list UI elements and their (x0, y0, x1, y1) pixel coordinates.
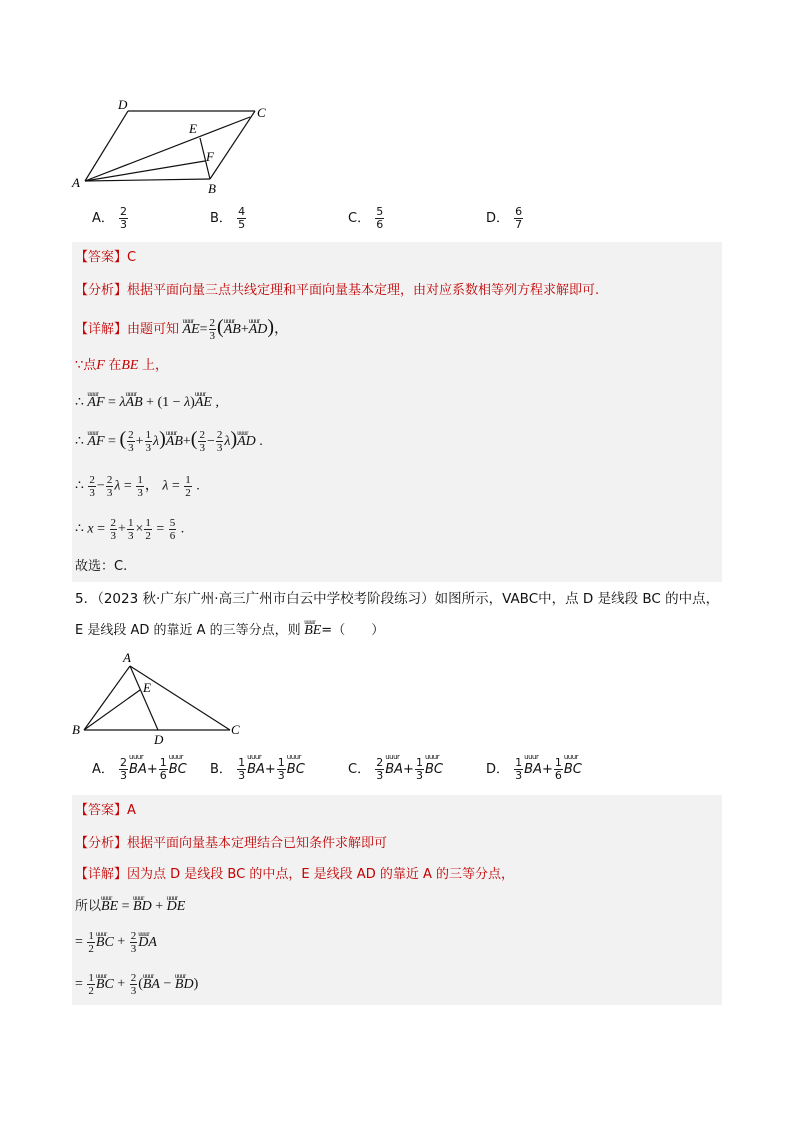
q5-option-d[interactable]: D． $\frac{1}{3}$ uuur BA+ $\frac{1}{6}$ uuur BC (486, 757, 582, 782)
q5-eq-line-2: = $\frac{1}{2}$ uuur BC + $\frac{2}{3}$ uuur DA (75, 930, 157, 955)
q5-eq-line-3: = $\frac{1}{2}$ uuur BC + $\frac{2}{3}$ (uuur BA − uuur BD) (75, 972, 198, 997)
vertex-label-a: A (72, 175, 80, 190)
vertex-label-b: B (72, 722, 80, 737)
q4-option-c[interactable]: C． $\frac{5}{6}$ (348, 205, 384, 231)
triangle-figure (70, 650, 250, 750)
q5-stem-line-2: E 是线段 AD 的靠近 A 的三等分点，则 uuur BE=（ ） (75, 620, 384, 642)
q4-option-a[interactable]: A． $\frac{2}{3}$ (92, 205, 128, 231)
q4-eq-line-4: ∴ x = $\frac{2}{3}$ + $\frac{1}{3}$ × $\frac{1}{2}$ = $\frac{5}{6}$ . (75, 517, 185, 542)
parallelogram-figure (70, 95, 280, 200)
vertex-label-a: A (123, 650, 131, 665)
fraction: $\frac{5}{6}$ (376, 205, 384, 231)
vertex-label-c: C (231, 722, 240, 737)
fraction: $\frac{2}{3}$ (120, 205, 128, 231)
vertex-label-c: C (257, 105, 266, 120)
vertex-label-e: E (143, 680, 151, 695)
q4-eq-line-1: ∴ uuur AF = λuuur AB + (1 − λ)uuur AE , (75, 392, 219, 414)
q4-eq-line-3: ∴ $\frac{2}{3}$ − $\frac{2}{3}$ λ = $\frac{1}{3}$ ， λ = $\frac{1}{2}$ . (75, 474, 200, 499)
q5-option-a[interactable]: A． $\frac{2}{3}$ uuur BA+ $\frac{1}{6}$ uuur BC (92, 757, 187, 782)
fraction: $\frac{6}{7}$ (515, 205, 523, 231)
q5-stem-line-1: 5．（2023 秋·广东广州·高三广州市白云中学校考阶段练习）如图所示，VABC中，点 D 是线段 BC 的中点， (75, 591, 720, 607)
vertex-label-d: D (154, 732, 164, 747)
q4-analysis-line: 【分析】根据平面向量三点共线定理和平面向量基本定理，由对应系数相等列方程求解即可. (75, 283, 600, 298)
q4-conclusion: 故选：C. (75, 559, 128, 574)
q5-analysis-line: 【分析】根据平面向量基本定理结合已知条件求解即可 (75, 836, 388, 851)
vertex-label-f: F (206, 149, 214, 164)
q4-detail-line: 【详解】由题可知 uuur AE= $\frac{2}{3}$ (uuur AB+uuur AD)， (75, 316, 288, 342)
q5-detail-line: 【详解】因为点 D 是线段 BC 的中点，E 是线段 AD 的靠近 A 的三等分点， (75, 867, 514, 882)
vertex-label-e: E (189, 121, 197, 136)
q5-answer-line: 【答案】A (75, 803, 136, 818)
q4-option-b[interactable]: B． $\frac{4}{5}$ (210, 205, 246, 231)
q4-option-d[interactable]: D． $\frac{6}{7}$ (486, 205, 523, 231)
q5-option-c[interactable]: C． $\frac{2}{3}$ uuur BA+ $\frac{1}{3}$ uuur BC (348, 757, 443, 782)
q5-eq-line-1: 所以uuur BE = uuur BD + uuur DE (75, 896, 185, 918)
q4-f-on-be-line: ∵点F 在BE 上， (75, 358, 168, 373)
q5-option-b[interactable]: B． $\frac{1}{3}$ uuur BA+ $\frac{1}{3}$ uuur BC (210, 757, 305, 782)
fraction: $\frac{4}{5}$ (238, 205, 246, 231)
q4-eq-line-2: ∴ uuur AF = ( $\frac{2}{3}$ + $\frac{1}{3}$ λ)uuur AB+( $\frac{2}{3}$ − $\frac{2}{3}$ λ)uuur AD . (75, 428, 263, 454)
vertex-label-b: B (208, 181, 216, 196)
q4-answer-line: 【答案】C (75, 250, 137, 265)
vertex-label-d: D (118, 97, 128, 112)
